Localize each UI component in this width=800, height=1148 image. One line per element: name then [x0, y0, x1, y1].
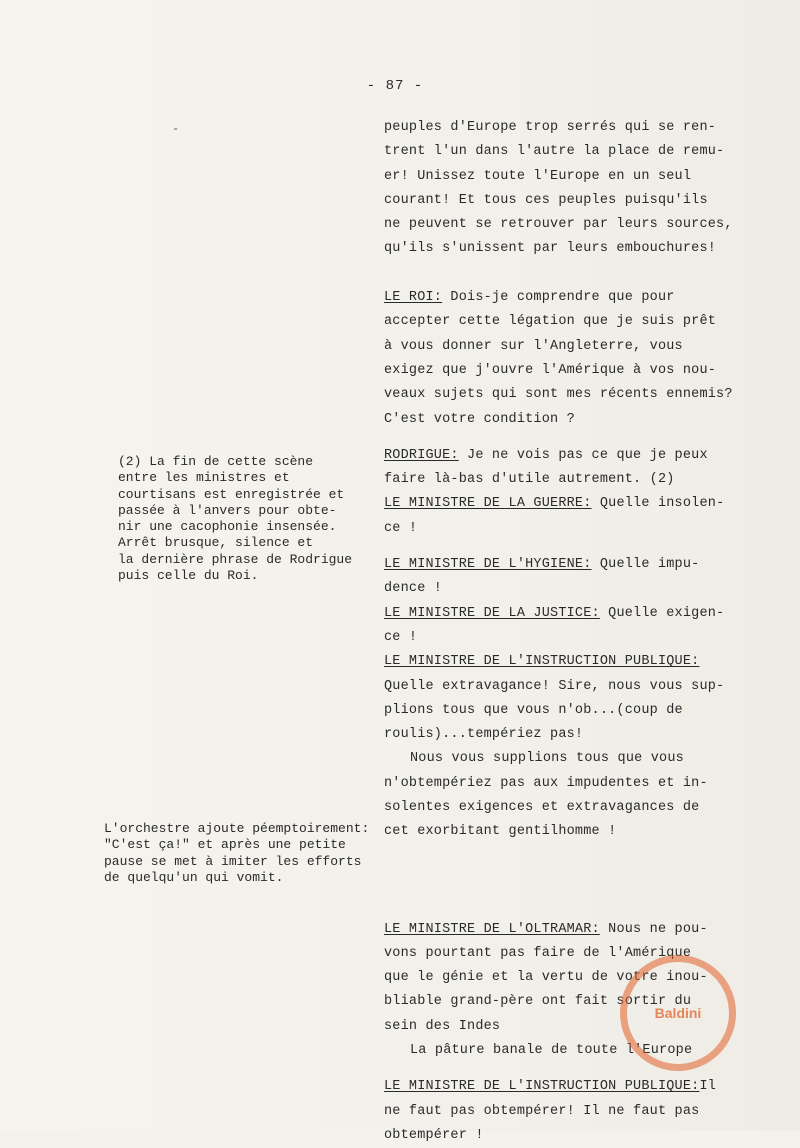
text-line: ce !: [384, 629, 418, 645]
speaker-name: RODRIGUE:: [384, 447, 459, 463]
text-line: peuples d'Europe trop serrés qui se ren-: [384, 120, 717, 135]
speech-rodrigue: [384, 444, 764, 468]
text-line: que le génie et la vertu de votre inou-: [384, 970, 708, 986]
note-line: nir une cacophonie insensée.: [118, 519, 337, 535]
note-line: entre les ministres et: [118, 470, 290, 486]
text-line: accepter cette légation que je suis prêt: [384, 314, 717, 330]
text-line: Quelle extravagance! Sire, nous vous sup-: [384, 678, 725, 694]
footnote-2: [118, 454, 398, 584]
speech-text: Il: [699, 1079, 717, 1095]
speech-oltramar: [384, 918, 764, 942]
speaker-name: LE MINISTRE DE L'OLTRAMAR:: [384, 921, 600, 937]
text-line: Nous vous supplions tous que vous: [410, 751, 684, 767]
speech-instruction-2: [384, 1075, 764, 1099]
text-line: ne peuvent se retrouver par leurs sources,: [384, 217, 733, 233]
text-line: ce !: [384, 520, 418, 536]
note-line: passée à l'anvers pour obte-: [118, 502, 337, 518]
note-line: Arrêt brusque, silence et: [118, 535, 314, 551]
speech-text: Dois-je comprendre que pour: [442, 290, 675, 306]
speech-text: Nous ne pou-: [599, 921, 708, 937]
text-line: plions tous que vous n'ob...(coup de: [384, 702, 683, 718]
text-line: trent l'un dans l'autre la place de remu-: [384, 144, 725, 160]
note-line: pause se met à imiter les efforts: [104, 853, 362, 869]
speech-instruction: [384, 650, 764, 674]
text-line: er! Unissez toute l'Europe en un seul: [384, 168, 692, 184]
text-line: courant! Et tous ces peuples puisqu'ils: [384, 192, 708, 208]
speech-hygiene: [384, 553, 764, 577]
text-line: bliable grand-père ont fait sortir du: [384, 994, 692, 1010]
note-line: (2) La fin de cette scène: [118, 454, 314, 469]
speech-text: Quelle impu-: [591, 557, 700, 573]
note-line: la dernière phrase de Rodrigue: [118, 551, 353, 567]
speech-guerre: [384, 492, 764, 516]
text-line: obtempérer !: [384, 1127, 484, 1143]
speaker-name: LE MINISTRE DE L'HYGIENE:: [384, 557, 592, 573]
text-line: faire là-bas d'utile autrement. (2): [384, 472, 675, 488]
note-line: de quelqu'un qui vomit.: [104, 869, 284, 885]
speaker-name: LE MINISTRE DE LA GUERRE:: [384, 496, 592, 512]
text-line: exigez que j'ouvre l'Amérique à vos nou-: [384, 362, 717, 378]
note-line: puis celle du Roi.: [118, 568, 259, 584]
text-line: à vous donner sur l'Angleterre, vous: [384, 338, 683, 354]
text-line: qu'ils s'unissent par leurs embouchures!: [384, 241, 717, 257]
speaker-name: LE MINISTRE DE L'INSTRUCTION PUBLIQUE:: [384, 654, 700, 670]
text-line: roulis)...tempériez pas!: [384, 727, 584, 743]
speaker-name: LE MINISTRE DE L'INSTRUCTION PUBLIQUE:: [384, 1079, 700, 1095]
note-line: courtisans est enregistrée et: [118, 486, 345, 502]
text-line: C'est votre condition ?: [384, 411, 575, 427]
speech-text: Quelle insolen-: [591, 496, 725, 512]
speaker-name: LE ROI:: [384, 290, 443, 306]
speech-text: Quelle exigen-: [599, 605, 725, 621]
speech-roi: [384, 286, 764, 310]
stray-mark: -: [172, 122, 180, 136]
text-line: sein des Indes: [384, 1018, 501, 1034]
text-line: solentes exigences et extravagances de: [384, 800, 700, 816]
text-line: veaux sujets qui sont mes récents ennemis?: [384, 387, 733, 403]
orchestre-note: [104, 821, 384, 886]
speech-justice: [384, 602, 764, 626]
text-line: ne faut pas obtempérer! Il ne faut pas: [384, 1103, 700, 1119]
stamp-label: Baldini: [654, 1005, 702, 1021]
text-line: dence !: [384, 581, 443, 597]
text-line: vons pourtant pas faire de l'Amérique: [384, 945, 692, 961]
text-line: La pâture banale de toute l'Europe: [410, 1042, 693, 1058]
text-line: cet exorbitant gentilhomme !: [384, 824, 617, 840]
speech-text: Je ne vois pas ce que je peux: [458, 447, 708, 463]
note-line: "C'est ça!" et après une petite: [104, 837, 346, 853]
note-line: L'orchestre ajoute péemptoirement:: [104, 821, 370, 836]
page-number: - 87 -: [366, 78, 424, 94]
baldini-stamp-logo: [620, 955, 736, 1071]
speaker-name: LE MINISTRE DE LA JUSTICE:: [384, 605, 600, 621]
text-line: n'obtempériez pas aux impudentes et in-: [384, 775, 708, 791]
